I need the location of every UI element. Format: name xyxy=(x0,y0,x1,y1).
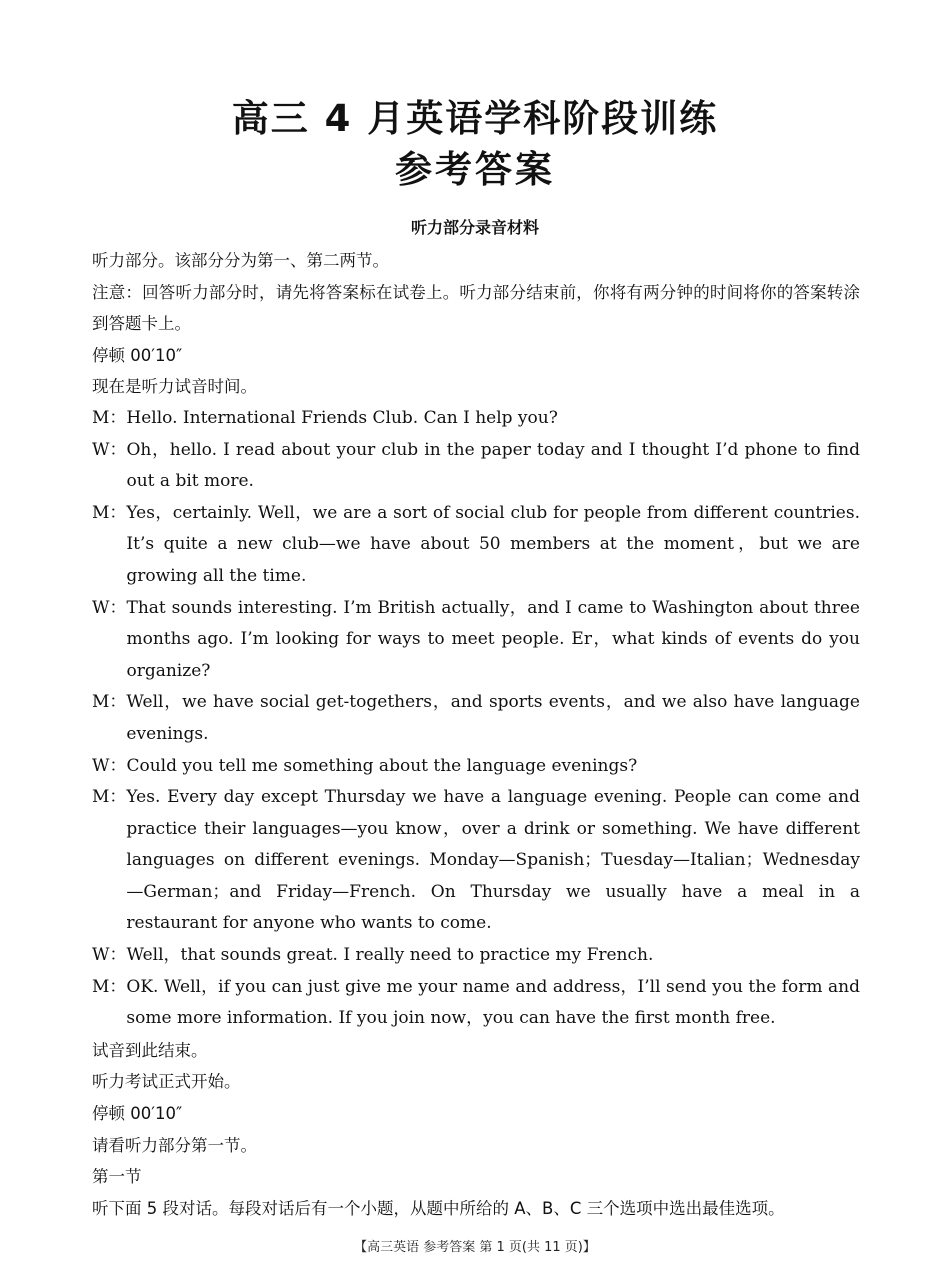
speaker-line: Could you tell me something about the language evenings? xyxy=(126,755,638,776)
speaker-line: Well，that sounds great. I really need to practice my French. xyxy=(126,945,654,966)
intro-text: 听力部分。该部分分为第一、第二两节。 xyxy=(92,251,389,270)
dialogue-turn xyxy=(92,751,860,783)
pause-note: 停顿 00′10″ xyxy=(92,1104,183,1124)
speaker-line: Yes，certainly. Well，we are a sort of social club for people from different countries. It’s quite a new club—we have about 50 members at the moment，but we are growing all the time. xyxy=(126,502,860,586)
section-heading: 听力部分录音材料 xyxy=(410,218,539,237)
speaker-label: M： xyxy=(92,976,127,997)
dialogue-turn xyxy=(92,435,860,498)
page-subtitle: 参考答案 xyxy=(395,148,555,191)
speaker-line: That sounds interesting. I’m British actually，and I came to Washington about three months ago. I’m looking for ways to meet people. Er，what kinds of events do you organize? xyxy=(126,597,860,681)
dialogue-turn xyxy=(92,972,860,1035)
speaker-label: M： xyxy=(92,502,127,523)
speaker-line: Oh，hello. I read about your club in the paper today and I thought I’d phone to find out a bit more. xyxy=(126,439,860,492)
exam-start-note: 听力考试正式开始。 xyxy=(92,1072,241,1092)
dialogue-turn xyxy=(92,687,860,750)
page-footer: 【高三英语 参考答案 第 1 页(共 11 页)】 xyxy=(354,1240,596,1255)
speaker-label: W： xyxy=(92,755,127,776)
section-one-instructions: 听下面 5 段对话。每段对话后有一个小题，从题中所给的 A、B、C 三个选项中选出最佳选项。 xyxy=(92,1198,785,1218)
speaker-label: W： xyxy=(92,945,127,966)
dialogue-turn xyxy=(92,782,860,940)
pause-note: 停顿 00′10″ xyxy=(92,345,183,365)
instructions-text: 注意：回答听力部分时，请先将答案标在试卷上。听力部分结束前，你将有两分钟的时间将你的答案转涂到答题卡上。 xyxy=(92,282,860,334)
speaker-label: M： xyxy=(92,787,127,808)
trial-start-note: 现在是听力试音时间。 xyxy=(92,377,257,397)
speaker-label: M： xyxy=(92,407,127,428)
transcript-body xyxy=(92,245,860,1224)
trial-end-note: 试音到此结束。 xyxy=(92,1040,208,1060)
page-title: 高三 4 月英语学科阶段训练 xyxy=(231,97,719,140)
speaker-label: M： xyxy=(92,692,127,713)
speaker-line: OK. Well，if you can just give me your name and address，I’ll send you the form and some more information. If you join now，you can have the first month free. xyxy=(126,976,860,1029)
dialogue-turn xyxy=(92,940,860,972)
dialogue-transcript xyxy=(92,403,860,1035)
section-one-prompt: 请看听力部分第一节。 xyxy=(92,1135,257,1155)
speaker-label: W： xyxy=(92,439,127,460)
dialogue-turn xyxy=(92,403,860,435)
speaker-line: Hello. International Friends Club. Can I help you? xyxy=(126,407,558,428)
section-one-heading: 第一节 xyxy=(92,1167,142,1187)
speaker-line: Yes. Every day except Thursday we have a language evening. People can come and practice their languages—you know，over a drink or something. We have different languages on different evenings. Monday—Spanish；Tuesday—Italian；Wednesday—German；and Friday—French. On Thursday we usually have a meal in a restaurant for anyone who wants to come. xyxy=(126,787,860,934)
speaker-line: Well，we have social get-togethers，and sports events，and we also have language evenings. xyxy=(126,692,860,744)
dialogue-turn xyxy=(92,593,860,688)
dialogue-turn xyxy=(92,498,860,593)
speaker-label: W： xyxy=(92,597,127,618)
